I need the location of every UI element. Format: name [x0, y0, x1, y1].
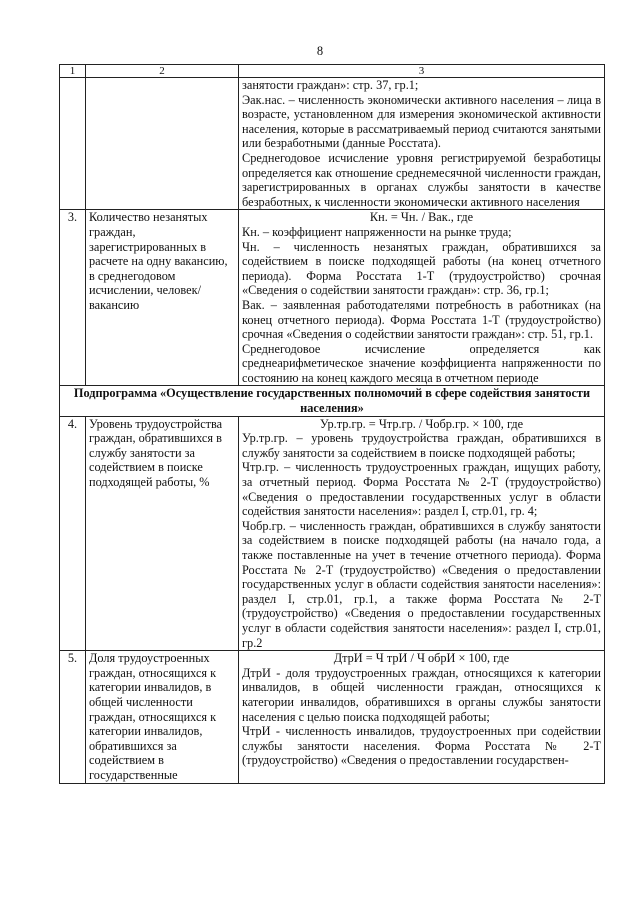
row-number: 5. — [60, 651, 86, 783]
indicators-table — [59, 64, 605, 784]
formula: Ур.тр.гр. = Чтр.гр. / Чобр.гр. × 100, где — [319, 416, 524, 431]
formula: ДтрИ = Ч трИ / Ч обрИ × 100, где — [333, 651, 510, 666]
method-paragraph: Чтр.гр. – численность трудоустроенных граждан, ищущих работу, за отчетный период. Форма Росстата № 2-Т (трудоустройство) «Сведения о предоставлении государственных услуг в области содействия занятости населения»: раздел I, стр.01, гр. 4; — [242, 460, 601, 519]
method-paragraph: занятости граждан»: стр. 37, гр.1; — [242, 78, 419, 92]
column-header: 2 — [86, 65, 239, 78]
row-number — [60, 78, 86, 210]
column-header: 1 — [60, 65, 86, 78]
method-paragraph: ДтрИ - доля трудоустроенных граждан, относящихся к категории инвалидов, в общей численности граждан, относящихся к категории инвалидов, обратившихся в органы службы занятости населения с целью поиска подходящей работы; — [242, 665, 601, 724]
table-header-row — [60, 65, 605, 78]
indicator-name: Уровень трудоустройства граждан, обратившихся в службу занятости за содействием в поиске подходящей работы, % — [86, 416, 239, 651]
indicator-name — [86, 78, 239, 210]
formula: Кн. = Чн. / Вак., где — [369, 210, 474, 225]
method-paragraph: Вак. – заявленная работодателями потребность в работниках (на конец отчетного периода). Форма Росстата 1-Т (трудоустройство) срочная «Сведения о содействии занятости граждан»: стр. 51, гр.1. — [242, 297, 601, 342]
table-row — [60, 210, 605, 386]
subprogram-row — [60, 386, 605, 416]
table-row — [60, 78, 605, 210]
method-paragraph: Чн. – численность незанятых граждан, обратившихся за содействием в поиске подходящей работы (на конец отчетного периода). Форма Росстата 1-Т (трудоустройство) срочная «Сведения о содействии занятости граждан»: стр. 36, гр.1; — [242, 239, 601, 298]
method-paragraph: Чобр.гр. – численность граждан, обратившихся в службу занятости за содействием в поиске подходящей работы (на начало года, а также поставленные на учет в течение отчетного периода). Форма Росстата № 2-Т (трудоустройство) «Сведения о предоставлении государственных услуг в области содействия занятости населения»: раздел I, стр.01, гр.1, а также форма Росстата № 2-Т (трудоустройство) «Сведения о предоставлении государственных услуг в области содействия занятости населения»: раздел I, стр.01, гр.2 — [242, 518, 601, 650]
method-paragraph: Среднегодовое исчисление определяется как среднеарифметическое значение коэффициента напряженности по состоянию на конец каждого месяца в отчетном периоде — [242, 341, 601, 385]
column-header: 3 — [239, 65, 605, 78]
page-number: 8 — [316, 44, 324, 58]
table-row — [60, 651, 605, 783]
method-paragraph: Ур.тр.гр. – уровень трудоустройства граждан, обратившихся в службу занятости за содействием в поиске подходящей работы; — [242, 431, 601, 460]
indicator-name: Количество незанятых граждан, зарегистрированных в расчете на одну вакансию, в среднегодовом исчислении, человек/вакансию — [86, 210, 239, 386]
row-number: 4. — [60, 416, 86, 651]
row-number: 3. — [60, 210, 86, 386]
subprogram-title: Подпрограмма «Осуществление государственных полномочий в сфере содействия занятости населения» — [60, 386, 605, 416]
indicator-name: Доля трудоустроенных граждан, относящихся к категории инвалидов, в общей численности граждан, относящихся к категории инвалидов, обратившихся за содействием в государственные — [86, 651, 239, 783]
calculation-method — [239, 651, 605, 783]
calculation-method — [239, 210, 605, 386]
method-paragraph: Среднегодовое исчисление уровня регистрируемой безработицы определяется как отношение среднемесячной численности граждан, зарегистрированных в органах службы занятости в качестве безработных, к численности экономически активного населения — [242, 150, 601, 209]
calculation-method — [239, 416, 605, 651]
calculation-method — [239, 78, 605, 210]
method-paragraph: ЧтрИ - численность инвалидов, трудоустроенных при содействии службы занятости населения. Форма Росстата № 2-Т (трудоустройство) «Сведения о предоставлении государствен- — [242, 724, 601, 768]
table-row — [60, 416, 605, 651]
method-paragraph: Эак.нас. – численность экономически активного населения – лица в возрасте, установленном для измерения экономической активности населения, которые в рассматриваемый период считаются занятыми или безработными (данные Росстата). — [242, 92, 601, 151]
method-paragraph: Кн. – коэффициент напряженности на рынке труда; — [242, 224, 512, 239]
